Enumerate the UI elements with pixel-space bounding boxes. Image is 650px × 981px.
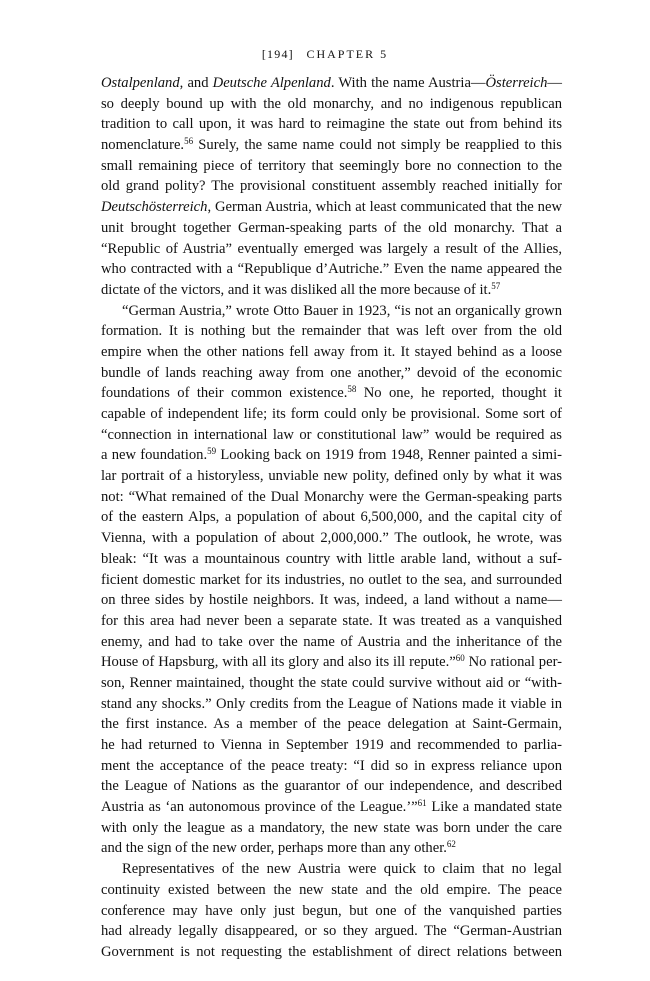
- text-run: dictate of the victors, and it was disliked all the more because of it.: [101, 281, 492, 298]
- text-run: , German Austria, which at least communicated that the new: [207, 199, 562, 216]
- text-run: not: “What remained of the Dual Monarchy were the German-speaking parts: [101, 488, 562, 505]
- text-run: bundle of lands reaching away from one another,” devoid of the economic: [101, 364, 562, 381]
- text-run: foundations of their common existence.: [101, 385, 348, 402]
- text-run: Like a mandated state: [426, 799, 562, 816]
- footnote-ref: 58: [347, 384, 357, 395]
- text-run: conference may have only just begun, but one of the vanquished parties: [101, 902, 562, 919]
- text-line: [101, 507, 562, 528]
- text-run: Surely, the same name could not simply be reapplied to this: [193, 137, 562, 154]
- text-line: [101, 901, 562, 922]
- text-line: [101, 921, 562, 942]
- text-run: nomenclature.: [101, 137, 185, 154]
- italic-text: Deutsche Alpenland: [212, 75, 331, 91]
- text-run: on three sides by hostile neighbors. It was, indeed, a land without a name—: [101, 592, 562, 609]
- footnote-ref: 59: [207, 446, 217, 457]
- text-run: of the eastern Alps, a population of about 6,500,000, and the capital city of: [101, 509, 562, 526]
- italic-text: Österreich: [485, 75, 548, 91]
- text-line: [101, 135, 562, 156]
- text-line: [101, 487, 562, 508]
- text-line: [101, 673, 562, 694]
- text-line: [101, 590, 562, 611]
- text-line: [101, 342, 562, 363]
- text-line: [101, 694, 562, 715]
- text-line: [101, 383, 562, 404]
- text-line: [101, 197, 562, 218]
- text-run: Vienna, with a population of about 2,000,000.” The outlook, he wrote, was: [101, 530, 562, 547]
- text-run: formation. It is nothing but the remainder that was left over from the old: [101, 323, 562, 340]
- text-line: [101, 445, 562, 466]
- italic-text: Deutschösterreich: [101, 199, 208, 216]
- text-run: had already legally disappeared, or so they argued. The “German-Austrian: [101, 923, 562, 940]
- text-run: continuity existed between the new state and the old empire. The peace: [101, 881, 562, 898]
- text-line: [101, 73, 562, 94]
- text-line: [101, 859, 562, 880]
- chapter-label: CHAPTER 5: [306, 47, 389, 61]
- body-text: [101, 73, 562, 963]
- text-line: [101, 363, 562, 384]
- text-line: [101, 114, 562, 135]
- italic-text: Ostalpenland: [101, 75, 180, 91]
- text-run: . With the name Austria—: [330, 75, 486, 91]
- text-line: [101, 880, 562, 901]
- text-run: for this area had never been a separate state. It was treated as a vanquished: [101, 612, 562, 629]
- text-line: [101, 321, 562, 342]
- text-run: No one, he reported, thought it: [356, 385, 562, 402]
- text-line: [101, 218, 562, 239]
- text-run: son, Renner maintained, thought the state could survive without aid or “with-: [101, 674, 562, 691]
- footnote-ref: 61: [417, 798, 427, 809]
- text-line: [101, 94, 562, 115]
- text-run: lar portrait of a historyless, unviable new polity, defined only by what it was: [101, 468, 562, 485]
- footnote-ref: 56: [184, 136, 194, 147]
- text-run: enemy, and had to take over the name of Austria and the inheritance of the: [101, 633, 562, 650]
- text-line: [101, 942, 562, 963]
- text-line: [101, 818, 562, 839]
- page-number: [194]: [261, 47, 294, 61]
- text-line: [101, 611, 562, 632]
- text-line: [101, 549, 562, 570]
- text-line: [101, 239, 562, 260]
- text-run: so deeply bound up with the old monarchy, and no indigenous republican: [101, 95, 562, 112]
- text-run: House of Hapsburg, with all its glory and also its ill repute.”: [101, 654, 456, 671]
- text-run: bleak: “It was a mountainous country with little arable land, without a suf-: [101, 550, 562, 567]
- text-run: ficient domestic market for its industries, no outlet to the sea, and surrounded: [101, 571, 562, 588]
- text-line: [101, 528, 562, 549]
- text-run: “German Austria,” wrote Otto Bauer in 1923, “is not an organically grown: [122, 302, 562, 319]
- footnote-ref: 57: [491, 280, 501, 291]
- text-run: “connection in international law or constitutional law” would be required as: [101, 426, 562, 443]
- text-line: [101, 570, 562, 591]
- text-run: the League of Nations as the guarantor of our independence, and described: [101, 778, 562, 795]
- text-line: [101, 404, 562, 425]
- text-run: —: [547, 75, 562, 91]
- text-run: small remaining piece of territory that seemingly bore no connection to the: [101, 157, 562, 174]
- text-line: [101, 652, 562, 673]
- text-run: stand any shocks.” Only credits from the League of Nations made it viable in: [101, 695, 562, 712]
- text-line: [101, 425, 562, 446]
- text-line: [101, 735, 562, 756]
- text-line: [101, 797, 562, 818]
- text-run: “Republic of Austria” eventually emerged was largely a result of the Allies,: [101, 240, 562, 257]
- text-run: ment the acceptance of the peace treaty: “I did so in express reliance upon: [101, 757, 562, 774]
- text-line: [101, 259, 562, 280]
- text-run: the first instance. As a member of the peace delegation at Saint-Germain,: [101, 716, 562, 733]
- text-line: [101, 756, 562, 777]
- text-run: , and: [179, 75, 213, 91]
- text-run: Looking back on 1919 from 1948, Renner painted a simi-: [216, 447, 563, 464]
- text-run: old grand polity? The provisional constituent assembly reached initially for: [101, 178, 562, 195]
- text-run: with only the league as a mandatory, the new state was born under the care: [101, 819, 562, 836]
- footnote-ref: 60: [455, 653, 465, 664]
- text-line: [101, 776, 562, 797]
- text-line: [101, 301, 562, 322]
- text-line: [101, 280, 562, 301]
- text-line: [101, 156, 562, 177]
- text-line: [101, 714, 562, 735]
- text-line: [101, 632, 562, 653]
- text-run: Government is not requesting the establishment of direct relations between: [101, 943, 562, 960]
- text-run: unit brought together German-speaking parts of the old monarchy. That a: [101, 219, 562, 236]
- text-run: and the sign of the new order, perhaps more than any other.: [101, 840, 447, 857]
- text-run: he had returned to Vienna in September 1919 and recommended to parlia-: [101, 737, 562, 753]
- text-run: No rational per-: [464, 654, 563, 671]
- text-run: Representatives of the new Austria were quick to claim that no legal: [122, 861, 562, 878]
- text-run: tradition to call upon, it was hard to reimagine the state out from behind its: [101, 116, 562, 133]
- text-line: [101, 838, 562, 859]
- text-line: [101, 466, 562, 487]
- text-run: Austria as ‘an autonomous province of the League.’”: [101, 799, 418, 816]
- footnote-ref: 62: [446, 839, 456, 850]
- text-run: empire when the other nations fell away from it. It stayed behind as a loose: [101, 343, 562, 360]
- text-run: capable of independent life; its form could only be provisional. Some sort of: [101, 406, 562, 422]
- running-header: [0, 47, 650, 62]
- text-run: who contracted with a “Republique d’Autriche.” Even the name appeared the: [101, 261, 562, 278]
- text-run: a new foundation.: [101, 447, 208, 464]
- text-line: [101, 176, 562, 197]
